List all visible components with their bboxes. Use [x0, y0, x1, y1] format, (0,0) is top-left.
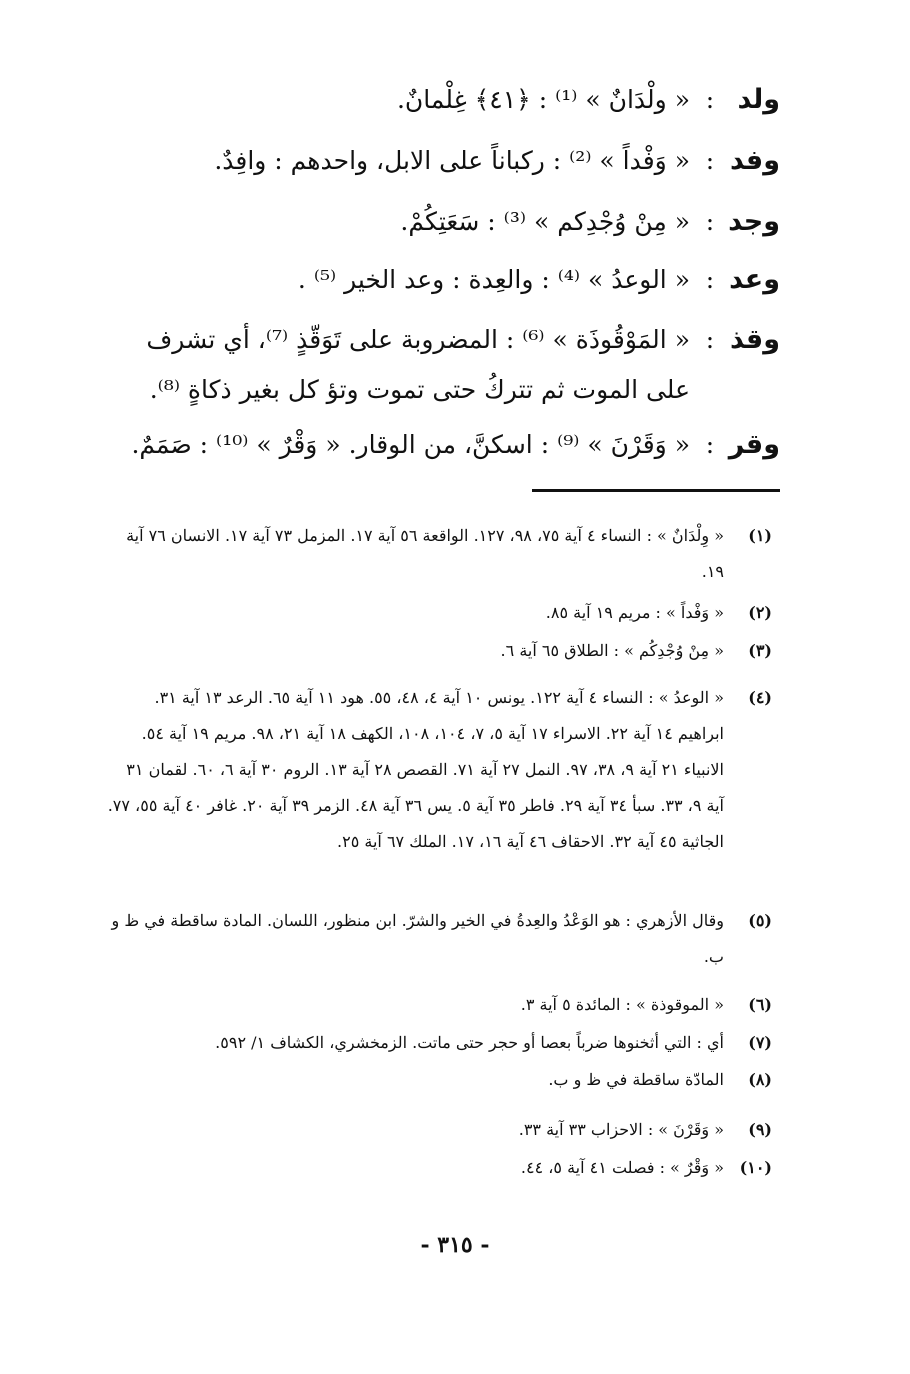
- footnote-2: [105, 595, 772, 631]
- page-number: - ٣١٥ -: [420, 1232, 490, 1258]
- entry-colon: :: [705, 146, 715, 175]
- entry-waqadh: [100, 315, 780, 415]
- footnote-number: (٧): [748, 1033, 772, 1052]
- footnote-number: (٥): [748, 911, 772, 930]
- footnote-number: (٨): [748, 1070, 772, 1089]
- footnote-number: (٢): [748, 603, 772, 622]
- footnote-8: [105, 1062, 772, 1098]
- entry-colon: :: [705, 265, 715, 294]
- footnote-number: (٤): [748, 688, 772, 707]
- entry-body: « وَفْداً » ⁽²⁾ : ركباناً على الابل، واحدهم : وافِدٌ.: [214, 146, 690, 175]
- entry-waad: [100, 255, 780, 305]
- entry-walad: [100, 75, 780, 125]
- footnote-10: [105, 1150, 772, 1186]
- footnote-text: « الوعدُ » : النساء ٤ آية ١٢٢. يونس ١٠ آية ٤، ٤٨، ٥٥. هود ١١ آية ٦٥. الرعد ١٣ آية ٣١. ابراهيم ١٤ آية ٢٢. الاسراء ١٧ آية ٥، ٧، ١٠٤، ١٠٨، الكهف ١٨ آية ٢١، ٩٨. مريم ١٩ آية ٥٤. الانبياء ٢١ آية ٩، ٣٨، ٩٧. النمل ٢٧ آية ٧١. القصص ٢٨ آية ١٣. الروم ٣٠ آية ٦، ٦٠. لقمان ٣١ آية ٩، ٣٣. سبأ ٣٤ آية ٢٩. فاطر ٣٥ آية ٥. يس ٣٦ آية ٤٨. الزمر ٣٩ آية ٢٠. غافر ٤٠ آية ٥٥، ٧٧. الجاثية ٤٥ آية ٣٢. الاحقاف ٤٦ آية ١٦، ١٧. الملك ٦٧ آية ٢٥.: [107, 688, 724, 851]
- footnote-9: [105, 1112, 772, 1148]
- footnote-1: [105, 518, 772, 590]
- entry-body: « وَقَرْنَ » ⁽⁹⁾ : اسكنَّ، من الوقار. « وَقْرٌ » ⁽¹⁰⁾ : صَمَمٌ.: [131, 430, 690, 459]
- entry-root: ولد: [737, 84, 780, 115]
- footnote-text: « وِلْدَانٌ » : النساء ٤ آية ٧٥، ٩٨، ١٢٧. الواقعة ٥٦ آية ١٧. المزمل ٧٣ آية ١٧. الانسان ٧٦ آية ١٩.: [126, 526, 724, 581]
- footnote-text: المادّة ساقطة في ظ و ب.: [548, 1070, 724, 1089]
- footnote-text: « وَفْداً » : مريم ١٩ آية ٨٥.: [545, 603, 724, 622]
- entry-waqar: [100, 420, 780, 470]
- footnote-number: (٩): [748, 1120, 772, 1139]
- footnote-number: (١): [748, 526, 772, 545]
- footnote-6: [105, 987, 772, 1023]
- footnote-7: [105, 1025, 772, 1061]
- footnote-text: « الموقوذة » : المائدة ٥ آية ٣.: [520, 995, 724, 1014]
- footnote-text: « وَقْرٌ » : فصلت ٤١ آية ٥، ٤٤.: [520, 1158, 724, 1177]
- entry-body: « ولْدَانٌ » ⁽¹⁾ : ﴿٤١﴾ غِلْمانٌ.: [396, 85, 690, 114]
- entry-colon: :: [705, 207, 715, 236]
- entry-colon: :: [705, 85, 715, 114]
- footnote-text: « مِنْ وُجْدِكُم » : الطلاق ٦٥ آية ٦.: [500, 641, 724, 660]
- footnote-4: [105, 680, 772, 860]
- entry-root: وعد: [729, 264, 780, 295]
- footnote-5: [105, 903, 772, 975]
- footnote-text: أي : التي أثخنوها ضرباً بعصا أو حجر حتى ماتت. الزمخشري، الكشاف ١/ ٥٩٢.: [215, 1033, 724, 1052]
- footnote-text: « وَقَرْنَ » : الاحزاب ٣٣ آية ٣٣.: [518, 1120, 724, 1139]
- entry-root: وفد: [729, 145, 780, 176]
- entry-wafd: [100, 136, 780, 186]
- footnote-text: وقال الأزهري : هو الوَعْدُ والعِدةُ في الخير والشرّ. ابن منظور، اللسان. المادة ساقطة في ظ و ب.: [111, 911, 724, 966]
- entry-body: « الوعدُ » ⁽⁴⁾ : والعِدة : وعد الخير ⁽⁵⁾ .: [297, 265, 690, 294]
- entry-wajd: [100, 197, 780, 247]
- entry-root: وقذ: [729, 324, 780, 355]
- entry-colon: :: [705, 325, 715, 354]
- footnote-3: [105, 633, 772, 669]
- entry-body: « المَوْقُوذَة » ⁽⁶⁾ : المضروبة على تَوَقّذٍ ⁽⁷⁾، أي تشرف على الموت ثم تتركُ حتى تموت وتؤ كل بغير ذكاةٍ ⁽⁸⁾.: [146, 325, 690, 404]
- entry-colon: :: [705, 430, 715, 459]
- footnote-number: (٦): [748, 995, 772, 1014]
- entry-root: وجد: [728, 206, 780, 237]
- footnote-number: (٣): [748, 641, 772, 660]
- entry-body: « مِنْ وُجْدِكم » ⁽³⁾ : سَعَتِكُمْ.: [400, 207, 690, 236]
- footnote-separator-rule: [532, 489, 780, 492]
- entry-root: وقر: [728, 429, 780, 460]
- footnote-number: (١٠): [739, 1158, 772, 1177]
